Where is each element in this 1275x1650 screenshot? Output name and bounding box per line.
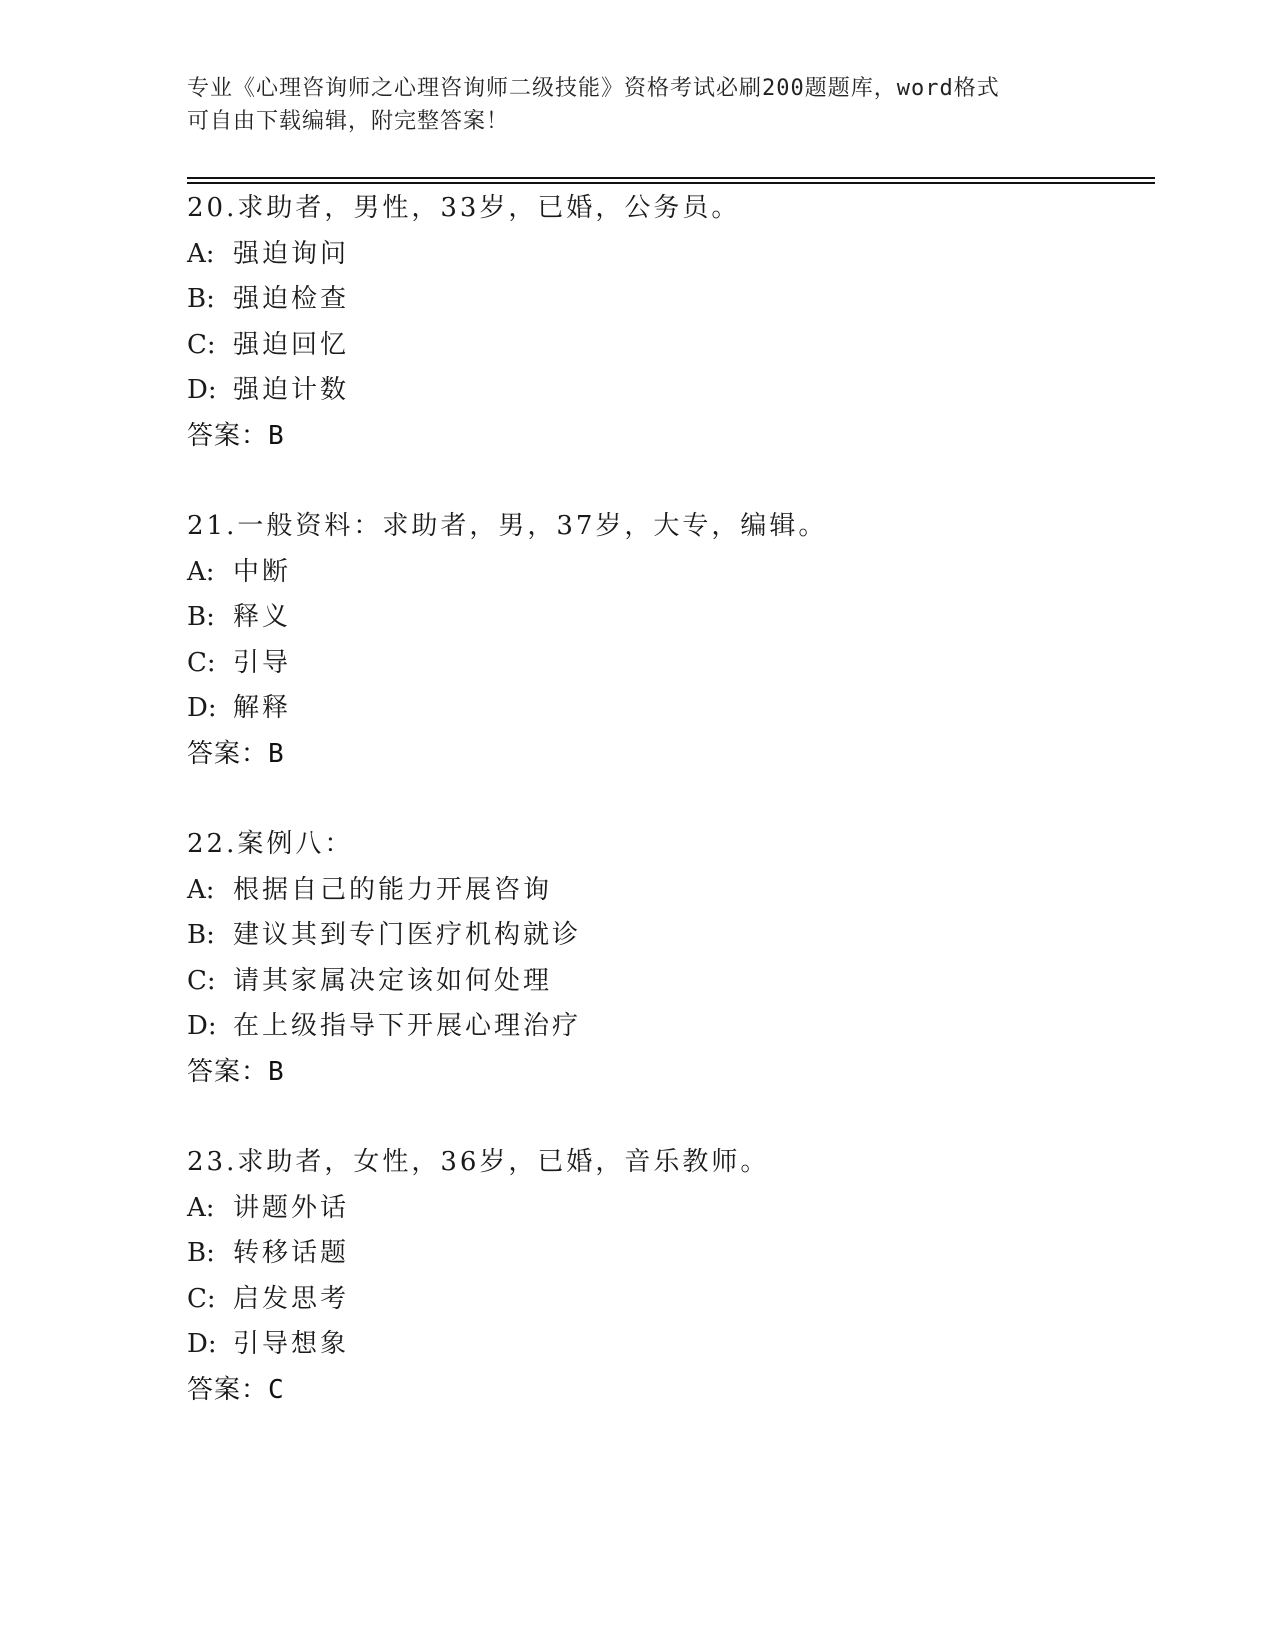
- option-text: 释义: [233, 602, 292, 632]
- option-text: 在上级指导下开展心理治疗: [233, 1011, 582, 1041]
- option-b: [187, 595, 1147, 641]
- option-text: 中断: [233, 556, 292, 587]
- option-b: [187, 913, 1147, 959]
- option-a: [187, 232, 1147, 278]
- option-text: 引导: [233, 647, 292, 678]
- option-label: B:: [187, 284, 215, 314]
- option-label: A:: [187, 238, 215, 269]
- option-label: C:: [187, 965, 216, 996]
- header-divider-bottom: [187, 182, 1155, 184]
- answer-value: B: [268, 420, 285, 451]
- answer-label: 答案：: [187, 1374, 269, 1405]
- option-label: C:: [187, 329, 216, 360]
- header-divider-top: [187, 177, 1155, 179]
- option-label: B:: [187, 602, 215, 632]
- option-label: C:: [187, 1283, 216, 1314]
- option-d: [187, 368, 1147, 414]
- option-text: 强迫计数: [233, 375, 350, 405]
- option-label: A:: [187, 556, 215, 587]
- option-text: 建议其到专门医疗机构就诊: [233, 920, 582, 950]
- question-21: [187, 504, 1147, 777]
- option-text: 请其家属决定该如何处理: [233, 965, 553, 996]
- answer-label: 答案：: [187, 420, 269, 451]
- answer-line: [187, 732, 1147, 778]
- question-stem: 20.求助者，男性，33岁，已婚，公务员。: [187, 193, 741, 223]
- answer-value: C: [268, 1374, 285, 1405]
- question-stem: 22.案例八：: [187, 829, 354, 859]
- option-label: C:: [187, 647, 216, 678]
- option-a: [187, 868, 1147, 914]
- option-b: [187, 277, 1147, 323]
- question-stem: 23.求助者，女性，36岁，已婚，音乐教师。: [187, 1147, 770, 1177]
- option-d: [187, 686, 1147, 732]
- option-label: A:: [187, 1192, 215, 1223]
- answer-line: [187, 1368, 1147, 1414]
- option-b: [187, 1231, 1147, 1277]
- answer-line: [187, 414, 1147, 460]
- option-label: D:: [187, 693, 217, 723]
- option-label: B:: [187, 920, 215, 950]
- option-text: 解释: [233, 693, 292, 723]
- option-text: 引导想象: [233, 1329, 350, 1359]
- option-text: 强迫检查: [233, 284, 350, 314]
- answer-line: [187, 1050, 1147, 1096]
- option-a: [187, 1186, 1147, 1232]
- option-label: D:: [187, 1011, 217, 1041]
- question-23: [187, 1140, 1147, 1413]
- option-text: 转移话题: [233, 1238, 350, 1268]
- option-d: [187, 1004, 1147, 1050]
- option-text: 讲题外话: [233, 1192, 350, 1223]
- header-line-2: 可自由下载编辑，附完整答案！: [187, 109, 510, 134]
- option-label: A:: [187, 874, 215, 905]
- answer-label: 答案：: [187, 1056, 269, 1087]
- question-20: [187, 186, 1147, 459]
- option-text: 强迫询问: [233, 238, 350, 269]
- answer-value: B: [268, 738, 285, 769]
- option-a: [187, 550, 1147, 596]
- question-stem: 21.一般资料：求助者，男，37岁，大专，编辑。: [187, 511, 828, 541]
- option-c: [187, 641, 1147, 687]
- option-c: [187, 323, 1147, 369]
- header-line-1: 专业《心理咨询师之心理咨询师二级技能》资格考试必刷200题题库，word格式: [187, 76, 1000, 101]
- option-label: D:: [187, 1329, 217, 1359]
- option-label: B:: [187, 1238, 215, 1268]
- option-text: 根据自己的能力开展咨询: [233, 874, 553, 905]
- option-d: [187, 1322, 1147, 1368]
- option-c: [187, 1277, 1147, 1323]
- option-text: 启发思考: [233, 1283, 350, 1314]
- question-22: [187, 822, 1147, 1095]
- answer-value: B: [268, 1056, 285, 1087]
- option-c: [187, 959, 1147, 1005]
- answer-label: 答案：: [187, 738, 269, 769]
- option-text: 强迫回忆: [233, 329, 350, 360]
- option-label: D:: [187, 375, 217, 405]
- document-header: [187, 72, 1067, 138]
